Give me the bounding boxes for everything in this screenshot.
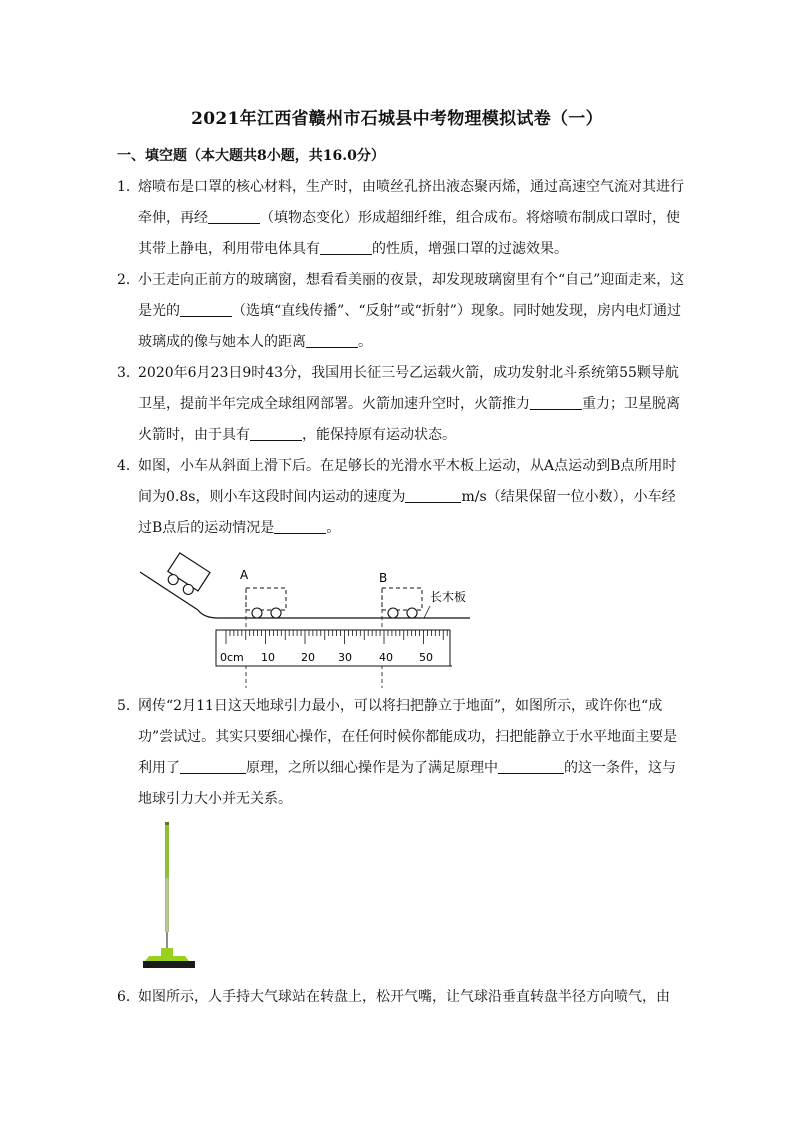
question-6 (117, 982, 689, 1013)
ruler (216, 630, 452, 666)
ruler-label: 10 (261, 651, 275, 664)
question-text: 小王走向正前方的玻璃窗，想看看美丽的夜景，却发现玻璃窗里有个“自己”迎面走来，这是光的 (138, 272, 685, 319)
answer-blank[interactable] (180, 302, 232, 317)
question-text: 。 (326, 520, 341, 536)
answer-blank[interactable] (250, 426, 302, 441)
question-number: 3． (117, 365, 140, 381)
answer-blank[interactable] (274, 519, 326, 534)
question-text: 2020年6月23日9时43分，我国用长征三号乙运载火箭，成功发射北斗系统第55颗导航卫星，提前半年完成全球组网部署。火箭加速升空时，火箭推力 (138, 365, 679, 412)
section-heading: 一、填空题（本大题共8小题，共16.0分） (117, 148, 385, 164)
answer-blank[interactable] (530, 395, 582, 410)
answer-blank[interactable] (208, 209, 260, 224)
answer-blank[interactable] (405, 488, 461, 503)
question-text: 原理，之所以细心操作是为了满足原理中 (246, 760, 498, 776)
question-text: 重力；卫星脱离火箭时，由于具有 (138, 396, 680, 443)
point-a-label: A (240, 568, 249, 582)
question-number: 4． (117, 458, 140, 474)
cart-ruler-figure (140, 550, 480, 690)
page-title: 2021年江西省赣州市石城县中考物理模拟试卷（一） (191, 109, 603, 129)
question-text: 网传“2月11日这天地球引力最小，可以将扫把静立于地面”，如图所示，或许你也“成功”尝试过。其实只要细心操作，在任何时候你都能成功，扫把能静立于水平地面主要是利用了 (138, 698, 678, 776)
board-label: 长木板 (430, 590, 467, 604)
broom-icon (135, 818, 205, 978)
question-text: 的这一条件，这与地球引力大小并无关系。 (138, 760, 676, 807)
answer-blank[interactable] (180, 759, 246, 774)
answer-blank[interactable] (306, 333, 358, 348)
ruler-label: 20 (301, 651, 315, 664)
question-text: （填物态变化）形成超细纤维，组合成布。将熔喷布制成口罩时，使其带上静电，利用带电体具有 (138, 210, 680, 257)
question-4 (117, 451, 689, 544)
answer-blank[interactable] (320, 240, 372, 255)
question-text: 熔喷布是口罩的核心材料，生产时，由喷丝孔挤出液态聚丙烯，通过高速空气流对其进行牵伸，再经 (138, 179, 684, 226)
question-number: 2． (117, 272, 140, 288)
question-text: 。 (358, 334, 372, 350)
ruler-label: 30 (338, 651, 352, 664)
ruler-label: 40 (379, 651, 393, 664)
ruler-label: 50 (419, 651, 433, 664)
question-text: （选填“直线传播”、“反射”或“折射”）现象。同时她发现，房内电灯通过玻璃成的像与她本人的距离 (138, 303, 681, 350)
question-3 (117, 358, 689, 451)
question-number: 6． (117, 989, 140, 1005)
ruler-label: 0cm (220, 651, 244, 664)
question-text: 的性质，增强口罩的过滤效果。 (372, 241, 568, 257)
question-1 (117, 172, 689, 265)
question-number: 5． (117, 698, 140, 714)
point-b-label: B (379, 571, 388, 585)
question-text: 如图，小车从斜面上滑下后。在足够长的光滑水平木板上运动，从A点运动到B点所用时间为0.8s，则小车这段时间内运动的速度为 (138, 458, 677, 505)
question-number: 1． (117, 179, 140, 195)
answer-blank[interactable] (498, 759, 564, 774)
question-text: m/s（结果保留一位小数），小车经过B点后的运动情况是 (138, 489, 676, 536)
question-5 (117, 691, 689, 815)
question-text: ，能保持原有运动状态。 (302, 427, 456, 443)
question-2 (117, 265, 689, 358)
question-text: 如图所示，人手持大气球站在转盘上，松开气嘴，让气球沿垂直转盘半径方向喷气，由 (138, 989, 670, 1005)
